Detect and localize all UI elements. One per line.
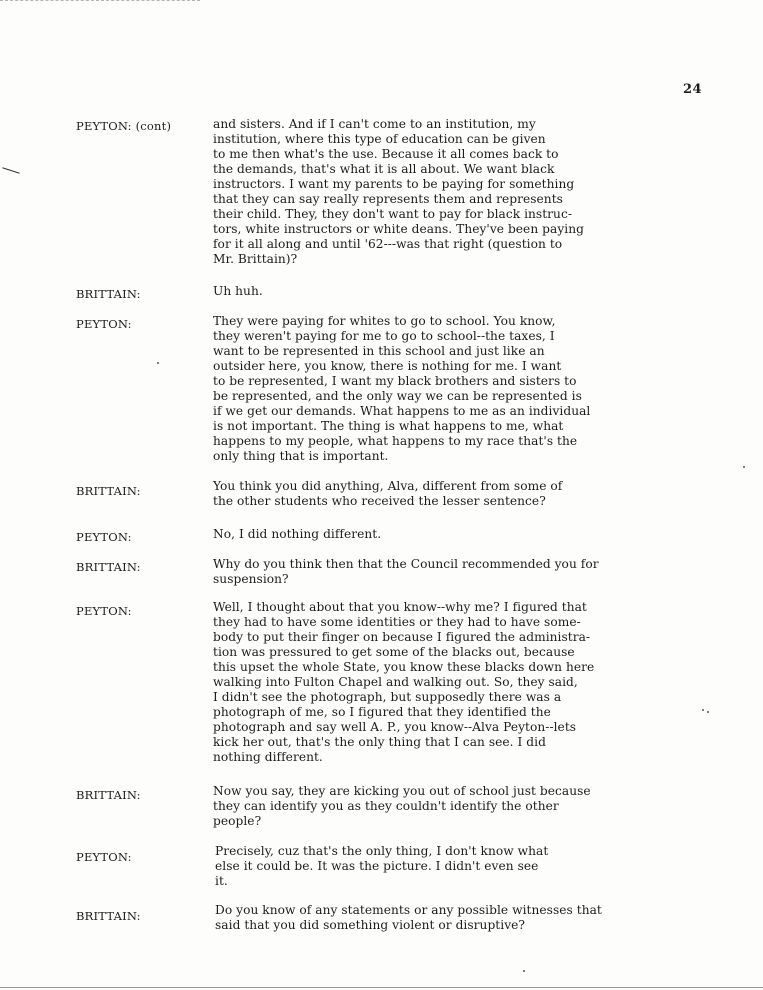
speech-text: You think you did anything, Alva, different from some of the other students who received the lesser sentence? xyxy=(213,479,563,508)
page-number: 24 xyxy=(683,82,703,97)
speaker-label: PEYTON: (cont) xyxy=(76,119,172,133)
scan-speck xyxy=(702,709,704,711)
speech-text: They were paying for whites to go to school. You know, they weren't paying for me to go to school--the taxes, I want to be represented in this school and just like an outsider here, you know, there is nothing for me. I want to be represented, I want my black brothers and sisters to be represented, and the only way we can be represented is if we get our demands. What happens to me as an individual is not important. The thing is what happens to me, what happens to my people, what happens to my race that's the only thing that is important. xyxy=(213,314,591,463)
speech-text: and sisters. And if I can't come to an institution, my institution, where this type of education can be given to me then what's the use. Because it all comes back to the demands, that's what it is all about. We want black instructors. I want my parents to be paying for something that they can say really represents them and represents their child. They, they don't want to pay for black instruc- tors, white instructors or white deans. They've been paying for it all along and until '62---was that right (question to Mr. Brittain)? xyxy=(213,117,584,266)
speaker-label: BRITTAIN: xyxy=(76,287,141,301)
speech-text: Now you say, they are kicking you out of school just because they can identify you as they couldn't identify the other people? xyxy=(213,784,591,828)
scan-speck xyxy=(157,362,159,364)
speech-text: Well, I thought about that you know--why me? I figured that they had to have some identities or they had to have some- body to put their finger on because I figured the administra- tion was pressured to get some of the blacks out, because this upset the whole State, you know these blacks down here walking into Fulton Chapel and walking out. So, they said, I didn't see the photograph, but supposedly there was a photograph of me, so I figured that they identified the photograph and say well A. P., you know--Alva Peyton--lets kick her out, that's the only thing that I can see. I did nothing different. xyxy=(213,600,595,764)
speaker-label: BRITTAIN: xyxy=(76,560,141,574)
speech-text: Why do you think then that the Council recommended you for suspension? xyxy=(213,557,599,586)
speaker-label: PEYTON: xyxy=(76,850,132,864)
speech-text: No, I did nothing different. xyxy=(213,527,382,541)
speaker-label: PEYTON: xyxy=(76,604,132,618)
speech-text: Uh huh. xyxy=(213,284,263,298)
speaker-label: BRITTAIN: xyxy=(76,484,141,498)
scan-speck xyxy=(743,466,745,468)
speaker-label: BRITTAIN: xyxy=(76,788,141,802)
margin-mark xyxy=(2,167,19,174)
bottom-edge-line xyxy=(0,987,763,988)
speaker-label: BRITTAIN: xyxy=(76,909,141,923)
top-edge-line xyxy=(0,0,200,1)
speaker-label: PEYTON: xyxy=(76,530,132,544)
scan-speck xyxy=(707,711,709,713)
speaker-label: PEYTON: xyxy=(76,317,132,331)
speech-text: Do you know of any statements or any possible witnesses that said that you did something violent or disruptive? xyxy=(215,903,602,932)
speech-text: Precisely, cuz that's the only thing, I don't know what else it could be. It was the picture. I didn't even see it. xyxy=(215,844,549,888)
scan-speck xyxy=(523,970,525,972)
